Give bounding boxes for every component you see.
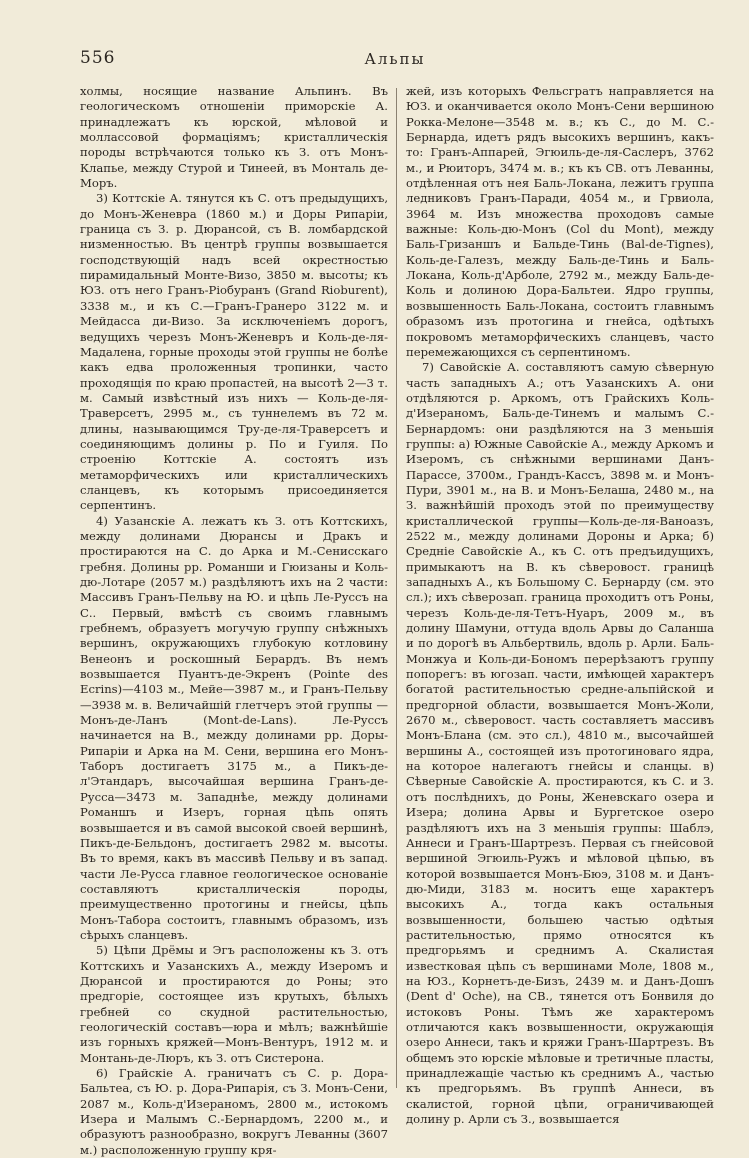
right-column (406, 84, 714, 1127)
paragraph: жей, изъ которыхъ Фельсгратъ направляется на ЮЗ. и оканчивается около Монъ-Сени вершиною Рокка-Мелоне—3548 м. в.; къ С., до М. С.-Бернарда, идетъ рядъ высокихъ вершинъ, какъ-то: Гранъ-Аппарей, Эгюиль-де-ля-Саслеръ, 3762 м., и Рюиторъ, 3474 м. в.; къ къ СВ. отъ Леванны, отдѣленная отъ нея Баль-Локана, лежитъ группа ледниковъ Гранъ-Паради, 4054 м., и Грвиола, 3964 м. Изъ множества проходовъ самые важные: Коль-дю-Монъ (Col du Mont), между Баль-Гризаншъ и Бальде-Тинь (Bal-de-Tignes), Коль-де-Галезъ, между Баль-де-Тинь и Баль-Локана, Коль-д'Арболе, 2792 м., между Баль-де-Коль и долиною Дора-Бальтеи. Ядро группы, возвышенность Баль-Локана, состоитъ главнымъ образомъ изъ протогина и гнейса, одѣтыхъ покровомъ метаморфическихъ сланцевъ, часто перемежающихся съ серпентиномъ. (406, 84, 714, 359)
left-column (80, 84, 388, 1157)
paragraph: 3) Коттскіе А. тянутся къ С. отъ предыдущихъ, до Монъ-Женевра (1860 м.) и Доры Рипаріи, граница съ З. р. Дюрансой, съ В. ломбардской низменностью. Въ центрѣ группы возвышается господствующій надъ всей окрестностью пирамидальный Монте-Визо, 3850 м. высоты; къ ЮЗ. отъ него Гранъ-Ріобуранъ (Grand Rioburent), 3338 м., и къ С.—Гранъ-Гранеро 3122 м. и Мейдасса ди-Визо. За исключеніемъ дорогъ, ведущихъ черезъ Монъ-Женевръ и Коль-де-ля-Мадалена, горные проходы этой группы не болѣе какъ едва проложенныя тропинки, часто проходящія по краю пропастей, на высотѣ 2—3 т. м. Самый извѣстный изъ нихъ — Коль-де-ля-Траверсетъ, 2995 м., съ туннелемъ въ 72 м. длины, называющимся Тру-де-ля-Траверсетъ и соединяющимъ долины р. По и Гуиля. По строенію Коттскіе А. состоятъ изъ метаморфическихъ или кристаллическихъ сланцевъ, къ которымъ присоединяется серпентинъ. (80, 191, 388, 513)
column-divider (396, 88, 397, 1088)
paragraph: 7) Савойскіе А. составляютъ самую сѣверную часть западныхъ А.; отъ Уазанскихъ А. они отдѣляются р. Аркомъ, отъ Грайскихъ Коль-д'Изераномъ, Баль-де-Тинемъ и малымъ С.-Бернардомъ: они раздѣляются на 3 меньшія группы: а) Южные Савойскіе А., между Аркомъ и Изеромъ, съ снѣжными вершинами Данъ-Парассе, 3700м., Грандъ-Кассъ, 3898 м. и Монъ-Пури, 3901 м., на В. и Монъ-Белаша, 2480 м., на З. важнѣйшій проходъ этой по преимуществу кристаллической группы—Коль-де-ля-Ваноазъ, 2522 м., между долинами Дороны и Арка; б) Средніе Савойскіе А., къ С. отъ предъидущихъ, примыкаютъ на В. къ сѣверовост. границѣ западныхъ А., къ Большому С. Бернарду (см. это сл.); ихъ сѣверозап. граница проходитъ отъ Роны, черезъ Коль-де-ля-Тетъ-Нуаръ, 2009 м., въ долину Шамуни, оттуда вдоль Арвы до Саланша и по дорогѣ въ Альбертвиль, вдоль р. Арли. Баль-Монжуа и Коль-ди-Бономъ перерѣзаютъ группу попорегъ: въ югозап. части, имѣющей характеръ богатой растительностью средне-альпійской и предгорной области, возвышается Монъ-Жоли, 2670 м., сѣверовост. часть составляетъ массивъ Монъ-Блана (см. это сл.), 4810 м., высочайшей вершины А., состоящей изъ протогиноваго ядра, на которое налегаютъ гнейсы и сланцы. в) Сѣверные Савойскіе А. простираются, къ С. и З. отъ послѣднихъ, до Роны, Женевскаго озера и Изера; долина Арвы и Бургетское озеро раздѣляютъ ихъ на 3 меньшія группы: Шаблэ, Аннеси и Гранъ-Шартрезъ. Первая съ гнейсовой вершиной Эгюиль-Ружъ и мѣловой цѣпью, въ которой возвышается Монъ-Бюэ, 3108 м. и Данъ-дю-Миди, 3183 м. носитъ еще характеръ высокихъ А., тогда какъ остальныя возвышенности, большею частью одѣтыя растительностью, прямо относятся къ предгорьямъ и среднимъ А. Скалистая известковая цѣпь съ вершинами Моле, 1808 м., на ЮЗ., Корнетъ-де-Бизъ, 2439 м. и Данъ-Дошъ (Dent d' Oche), на СВ., тянется отъ Бонвиля до истоковъ Роны. Тѣмъ же характеромъ отличаются какъ возвышенности, окружающія озеро Аннеси, такъ и кряжи Гранъ-Шартрезъ. Въ общемъ это юрскіе мѣловые и третичные пласты, принадлежащіе частью къ среднимъ А., частью къ предгорьямъ. Въ группѣ Аннеси, въ скалистой, горной цѣпи, ограничивающей долину р. Арли съ З., возвышается (406, 360, 714, 1127)
page-header (80, 48, 710, 74)
paragraph: холмы, носящие название Альпинъ. Въ геологическомъ отношеніи приморскіе А. принадлежатъ къ юрской, мѣловой и моллассовой формаціямъ; кристаллическія породы встрѣчаются только къ З. отъ Монъ-Клапье, между Стурой и Тинеей, въ Монталь де-Моръ. (80, 84, 388, 191)
paragraph: 6) Грайскіе А. граничатъ съ С. р. Дора-Бальтеа, съ Ю. р. Дора-Рипарія, съ З. Монъ-Сени, 2087 м., Коль-д'Изераномъ, 2800 м., истокомъ Изера и Малымъ С.-Бернардомъ, 2200 м., и образуютъ разнообразно, вокругъ Леванны (3607 м.) расположенную группу кря- (80, 1066, 388, 1157)
paragraph: 4) Уазанскіе А. лежатъ къ З. отъ Коттскихъ, между долинами Дюрансы и Дракъ и простираются на С. до Арка и М.-Сенисскаго гребня. Долины рр. Романши и Гюизаны и Коль-дю-Лотаре (2057 м.) раздѣляютъ ихъ на 2 части: Массивъ Гранъ-Пельву на Ю. и цѣпь Ле-Руссъ на С.. Первый, вмѣстѣ съ своимъ главнымъ гребнемъ, образуетъ могучую группу снѣжныхъ вершинъ, окружающихъ глубокую котловину Венеонъ и роскошный Берардъ. Въ немъ возвышается Пуантъ-де-Экренъ (Pointe des Ecrins)—4103 м., Мейе—3987 м., и Гранъ-Пельву—3938 м. в. Величайшій глетчеръ этой группы — Монъ-де-Ланъ (Mont-de-Lans). Ле-Руссъ начинается на В., между долинами рр. Доры-Рипаріи и Арка на М. Сени, вершина его Монъ-Таборъ достигаетъ 3175 м., а Пикъ-де-л'Этандаръ, высочайшая вершина Гранъ-де-Русса—3473 м. Западнѣе, между долинами Романшъ и Изеръ, горная цѣпь опять возвышается и въ самой высокой своей вершинѣ, Пикъ-де-Бельдонъ, достигаетъ 2982 м. высоты. Въ то время, какъ въ массивѣ Пельву и въ запад. части Ле-Русса главное геологическое основаніе составляютъ кристаллическія породы, преимущественно протогины и гнейсы, цѣпь Монъ-Табора состоитъ, главнымъ образомъ, изъ сѣрыхъ сланцевъ. (80, 513, 388, 942)
running-title: Альпы (364, 50, 426, 68)
page-number: 556 (80, 48, 116, 68)
paragraph: 5) Цѣпи Дрёмы и Эгъ расположены къ З. отъ Коттскихъ и Уазанскихъ А., между Изеромъ и Дюрансой и простираются до Роны; это предгоріе, состоящее изъ крутыхъ, бѣлыхъ гребней со скудной растительностью, геологическій составъ—юра и мѣлъ; важнѣйшіе изъ горныхъ кряжей—Монъ-Вентуръ, 1912 м. и Монтань-де-Люръ, къ З. отъ Систерона. (80, 943, 388, 1065)
